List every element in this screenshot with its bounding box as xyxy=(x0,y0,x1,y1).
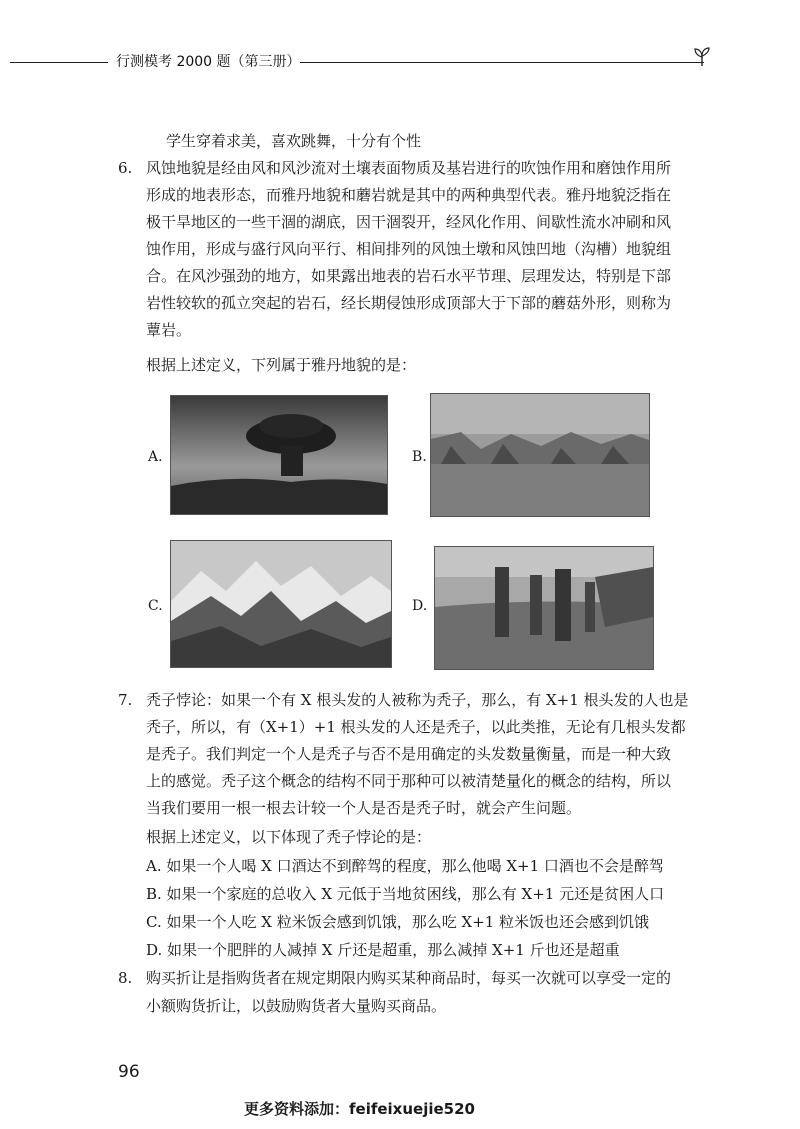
q7-line: 秃子悖论：如果一个有 X 根头发的人被称为秃子，那么，有 X+1 根头发的人也是 xyxy=(146,691,689,709)
q7-prompt: 根据上述定义，以下体现了秃子悖论的是： xyxy=(146,828,432,846)
q6-line: 蚀作用，形成与盛行风向平行、相间排列的风蚀土墩和风蚀凹地（沟槽）地貌组 xyxy=(146,240,672,258)
q7-option-d: D. 如果一个肥胖的人减掉 X 斤还是超重，那么减掉 X+1 斤也还是超重 xyxy=(146,941,620,959)
q6-line: 风蚀地貌是经由风和风沙流对土壤表面物质及基岩进行的吹蚀作用和磨蚀作用所 xyxy=(146,159,672,177)
footer-note: 更多资料添加：feifeixuejie520 xyxy=(244,1100,475,1118)
q7-option-b: B. 如果一个家庭的总收入 X 元低于当地贫困线，那么有 X+1 元还是贫困人口 xyxy=(146,885,665,903)
q6-option-d-label: D. xyxy=(412,598,428,614)
q7-option-c: C. 如果一个人吃 X 粒米饭会感到饥饿，那么吃 X+1 粒米饭也还会感到饥饿 xyxy=(146,913,650,931)
running-header xyxy=(0,52,800,72)
q6-option-c-image xyxy=(170,540,392,668)
q6-line: 蕈岩。 xyxy=(146,321,192,339)
q6-option-a-label: A. xyxy=(148,449,163,465)
q6-option-a-image xyxy=(170,395,388,515)
q7-line: 上的感觉。秃子这个概念的结构不同于那种可以被清楚量化的概念的结构，所以 xyxy=(146,772,672,790)
q6-option-b-image xyxy=(430,393,650,517)
q8-line: 购买折让是指购货者在规定期限内购买某种商品时，每买一次就可以享受一定的 xyxy=(146,969,672,987)
page-number: 96 xyxy=(118,1062,140,1082)
q6-option-c-label: C. xyxy=(148,598,163,614)
q8-line: 小额购货折让，以鼓励购货者大量购买商品。 xyxy=(146,997,447,1015)
q7-option-a: A. 如果一个人喝 X 口酒达不到醉驾的程度，那么他喝 X+1 口酒也不会是醉驾 xyxy=(146,857,664,875)
q6-line: 形成的地表形态，而雅丹地貌和蘑岩就是其中的两种典型代表。雅丹地貌泛指在 xyxy=(146,186,672,204)
q7-line: 当我们要用一根一根去计较一个人是否是秃子时，就会产生问题。 xyxy=(146,799,582,817)
q6-number: 6. xyxy=(118,159,133,177)
header-rule-right xyxy=(300,62,704,63)
q8-number: 8. xyxy=(118,969,133,987)
q6-prompt: 根据上述定义，下列属于雅丹地貌的是： xyxy=(146,356,417,374)
q6-option-d-image xyxy=(434,546,654,670)
continued-line: 学生穿着求美，喜欢跳舞，十分有个性 xyxy=(166,132,422,150)
q6-line: 极干旱地区的一些干涸的湖底，因干涸裂开，经风化作用、间歇性流水冲刷和风 xyxy=(146,213,672,231)
header-rule-left xyxy=(10,62,108,63)
q7-number: 7. xyxy=(118,691,133,709)
q7-line: 是秃子。我们判定一个人是秃子与否不是用确定的头发数量衡量，而是一种大致 xyxy=(146,745,672,763)
book-title: 行测模考 2000 题（第三册） xyxy=(116,54,301,70)
q7-line: 秃子，所以，有（X+1）+1 根头发的人还是秃子，以此类推，无论有几根头发都 xyxy=(146,718,686,736)
sprout-icon xyxy=(690,44,714,68)
q6-option-b-label: B. xyxy=(412,449,427,465)
q6-line: 岩性较软的孤立突起的岩石，经长期侵蚀形成顶部大于下部的蘑菇外形，则称为 xyxy=(146,294,672,312)
q6-line: 合。在风沙强劲的地方，如果露出地表的岩石水平节理、层理发达，特别是下部 xyxy=(146,267,672,285)
